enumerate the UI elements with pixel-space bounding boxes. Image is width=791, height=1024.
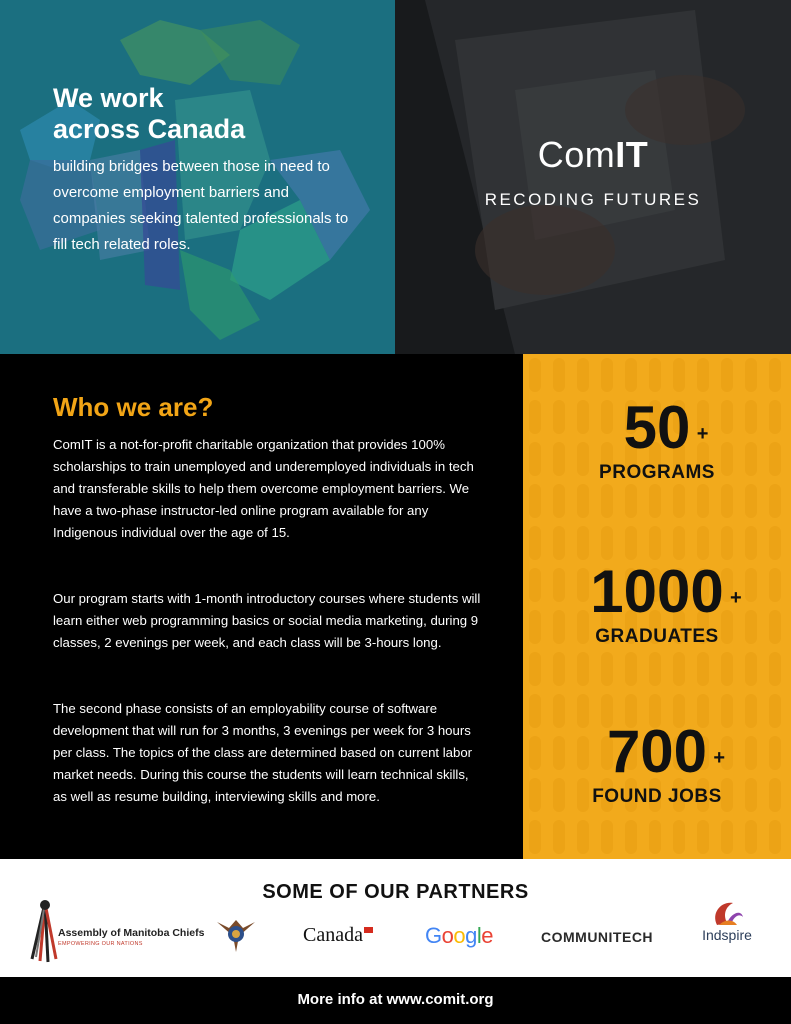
tagline: RECODING FUTURES: [484, 190, 702, 209]
pattern-tile-48: [625, 526, 637, 560]
who-we-are-section: [0, 354, 523, 859]
pattern-tile-42: [745, 484, 757, 518]
pattern-tile-45: [553, 526, 565, 560]
pattern-tile-41: [721, 484, 733, 518]
pattern-tile-0: [529, 358, 541, 392]
pattern-tile-125: [625, 820, 637, 854]
google-letter-o1: o: [441, 923, 454, 948]
pattern-tile-131: [769, 820, 781, 854]
indspire-logo: [697, 899, 757, 959]
pattern-tile-43: [769, 484, 781, 518]
communitech-logo: COMMUNITECH: [541, 929, 654, 945]
stat-number-value: 1000: [590, 558, 724, 625]
pattern-tile-39: [673, 484, 685, 518]
paragraph-phase-two: The second phase consists of an employability course of software development that will run for 3 months, 3 evenings per week for 3 hours per class. The topics of the class are determined based on current labor market needs. During this course the students will learn technical skills, as well as resume building, interviewing skills and more.: [53, 701, 473, 804]
indspire-wordmark: Indspire: [702, 927, 752, 943]
pattern-tile-53: [745, 526, 757, 560]
footer: [0, 977, 791, 1024]
stat-plus: +: [730, 587, 742, 609]
pattern-tile-40: [697, 484, 709, 518]
amc-name: Assembly of Manitoba Chiefs: [58, 927, 205, 939]
hero-body-text: building bridges between those in need to overcome employment barriers and companies seeking talented professionals to fill tech related roles.: [53, 158, 349, 253]
pattern-tile-35: [577, 484, 589, 518]
amc-subtitle: EMPOWERING OUR NATIONS: [58, 941, 143, 947]
pattern-tile-2: [577, 358, 589, 392]
brand-bold: IT: [615, 134, 649, 175]
pattern-tile-37: [625, 484, 637, 518]
paragraph-phase-one: Our program starts with 1-month introductory courses where students will learn either web programming basics or social media marketing, during 9 classes, 2 evenings per week, and each class will be 3-hours long.: [53, 591, 481, 650]
footer-link-text[interactable]: More info at www.comit.org: [297, 991, 494, 1008]
pattern-tile-129: [721, 820, 733, 854]
pattern-tile-123: [577, 820, 589, 854]
comit-logo: [395, 134, 791, 176]
pattern-tile-46: [577, 526, 589, 560]
stat-number: [623, 394, 709, 461]
pattern-tile-7: [697, 358, 709, 392]
pattern-tile-49: [649, 526, 661, 560]
pattern-tile-86: [745, 652, 757, 686]
google-letter-l: l: [476, 923, 482, 948]
canada-wordmark: Canada: [303, 924, 363, 946]
brand-regular: Com: [537, 134, 616, 175]
pattern-tile-1: [553, 358, 565, 392]
pattern-tile-78: [553, 652, 565, 686]
pattern-tile-128: [697, 820, 709, 854]
stat-label: GRADUATES: [595, 626, 719, 647]
pattern-tile-84: [697, 652, 709, 686]
pattern-tile-79: [577, 652, 589, 686]
google-logo: [425, 923, 493, 949]
laptop-photo-graphic: [395, 0, 791, 354]
pattern-tile-54: [769, 526, 781, 560]
indspire-swirl-icon: [697, 899, 757, 929]
stat-number: [606, 718, 726, 785]
pattern-tile-8: [721, 358, 733, 392]
pattern-tile-9: [745, 358, 757, 392]
pattern-tile-50: [673, 526, 685, 560]
pattern-tile-3: [601, 358, 613, 392]
stat-label: PROGRAMS: [599, 462, 715, 483]
paragraph-intro: ComIT is a not-for-profit charitable organization that provides 100% scholarships to train unemployed and underemployed individuals in tech and transferable skills to help them overcome employment barriers. We have a two-phase instructor-led online program available for any Indigenous individual over the age of 15.: [53, 437, 474, 540]
google-letter-g: G: [425, 923, 442, 948]
brand-photo-panel: [395, 0, 791, 354]
pattern-tile-44: [529, 526, 541, 560]
headdress-icon: [28, 897, 62, 967]
pattern-tile-36: [601, 484, 613, 518]
hero-section: [0, 0, 791, 354]
pattern-tile-81: [625, 652, 637, 686]
partners-section: [0, 859, 791, 977]
stat-programs: [523, 396, 791, 484]
pattern-tile-82: [649, 652, 661, 686]
google-letter-g2: g: [465, 923, 477, 948]
eagle-icon: [215, 914, 257, 954]
canada-map-panel: [0, 0, 395, 354]
section-title: Who we are?: [53, 392, 214, 422]
pattern-tile-52: [721, 526, 733, 560]
pattern-tile-126: [649, 820, 661, 854]
hero-title: [53, 83, 383, 145]
hero-title-line1: We work: [53, 83, 164, 113]
partners-title: SOME OF OUR PARTNERS: [262, 881, 529, 903]
pattern-tile-33: [529, 484, 541, 518]
stat-number: [590, 558, 742, 625]
stats-panel: [523, 354, 791, 859]
eagle-crest-logo: [215, 914, 257, 954]
google-letter-e: e: [481, 923, 494, 948]
google-letter-o2: o: [453, 923, 466, 948]
pattern-tile-122: [553, 820, 565, 854]
pattern-tile-5: [649, 358, 661, 392]
pattern-tile-80: [601, 652, 613, 686]
pattern-tile-6: [673, 358, 685, 392]
pattern-tile-38: [649, 484, 661, 518]
pattern-tile-130: [745, 820, 757, 854]
stat-label: FOUND JOBS: [592, 786, 722, 807]
pattern-tile-47: [601, 526, 613, 560]
assembly-of-manitoba-chiefs-logo: [28, 897, 205, 967]
pattern-tile-121: [529, 820, 541, 854]
pattern-tile-127: [673, 820, 685, 854]
pattern-tile-34: [553, 484, 565, 518]
pattern-tile-51: [697, 526, 709, 560]
pattern-tile-83: [673, 652, 685, 686]
pattern-tile-85: [721, 652, 733, 686]
stat-number-value: 50: [623, 394, 691, 461]
stat-found-jobs: [523, 720, 791, 808]
pattern-tile-4: [625, 358, 637, 392]
canada-wordmark-logo: [303, 924, 373, 947]
pattern-tile-124: [601, 820, 613, 854]
hero-title-line2: across Canada: [53, 114, 246, 144]
stat-plus: +: [713, 747, 726, 769]
stat-number-value: 700: [606, 718, 708, 785]
stat-graduates: [523, 560, 791, 648]
pattern-tile-10: [769, 358, 781, 392]
stat-plus: +: [696, 423, 709, 445]
canada-flag-icon: [364, 927, 373, 933]
pattern-tile-87: [769, 652, 781, 686]
pattern-tile-77: [529, 652, 541, 686]
